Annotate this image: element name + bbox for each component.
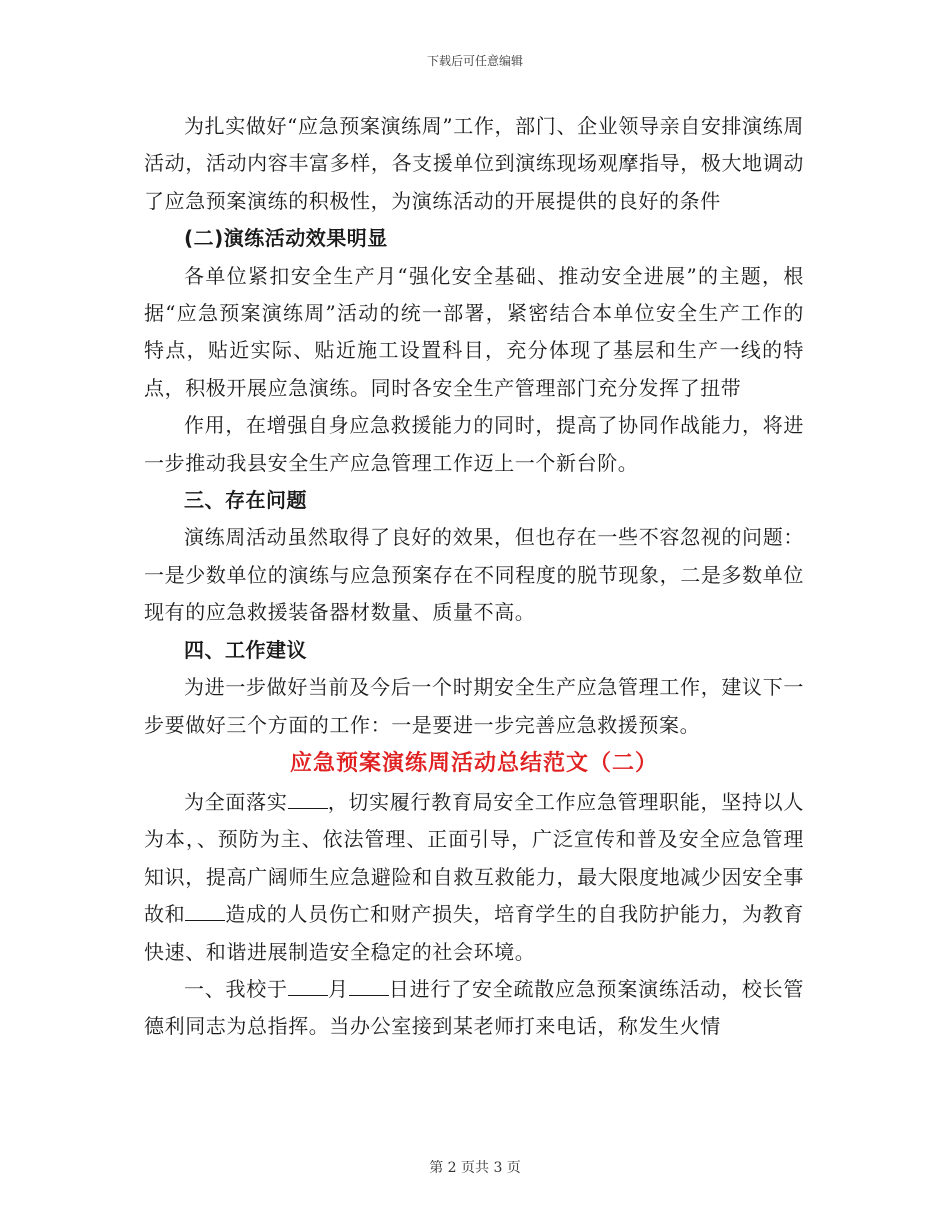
paragraph-6-part-c: 造成的人员伤亡和财产损失，培育学生的自我防护能力，为教育快速、和谐进展制造安全稳定的社会环境。 bbox=[144, 902, 804, 964]
article-title: 应急预案演练周活动总结范文（二） bbox=[289, 750, 658, 776]
section-heading-4: 四、工作建议 bbox=[184, 637, 307, 662]
paragraph-3: 作用，在增强自身应急救援能力的同时，提高了协同作战能力，将进一步推动我县安全生产应急管理工作迈上一个新台阶。 bbox=[144, 413, 804, 475]
paragraph-7-part-a: 一、我校于 bbox=[184, 976, 288, 1001]
paragraph-4: 演练周活动虽然取得了良好的效果，但也存在一些不容忽视的问题：一是少数单位的演练与应急预案存在不同程度的脱节现象，二是多数单位现有的应急救援装备器材数量、质量不高。 bbox=[144, 525, 804, 625]
paragraph-5: 为进一步做好当前及今后一个时期安全生产应急管理工作，建议下一步要做好三个方面的工作：一是要进一步完善应急救援预案。 bbox=[144, 675, 804, 737]
section-heading-3: 三、存在问题 bbox=[184, 488, 307, 513]
paragraph-7 bbox=[144, 971, 804, 1046]
paragraph-7-part-c: 日进行了安全疏散应急预案演练活动，校长管德利同志为总指挥。当办公室接到某老师打来电话，称发生火情 bbox=[144, 976, 805, 1039]
paragraph-1: 为扎实做好“应急预案演练周”工作，部门、企业领导亲自安排演练周活动，活动内容丰富多样，各支援单位到演练现场观摩指导，极大地调动了应急预案演练的积极性，为演练活动的开展提供的良好的条件 bbox=[144, 114, 804, 213]
paragraph-6-part-a: 为全面落实 bbox=[184, 789, 288, 814]
fill-blank bbox=[185, 920, 225, 921]
paragraph-6-part-b: ，切实履行教育局安全工作应急管理职能，坚持以人为本，、预防为主、依法管理、正面引导，广泛宣传和普及安全应急管理知识，提高广阔师生应急避险和自救互救能力，最大限度地减少因安全事故和 bbox=[144, 789, 804, 927]
fill-blank bbox=[288, 995, 328, 996]
section-heading-2: (二)演练活动效果明显 bbox=[184, 226, 388, 251]
document-body bbox=[144, 108, 804, 1046]
paragraph-7-part-b: 月 bbox=[327, 976, 349, 1001]
fill-blank bbox=[288, 808, 328, 809]
paragraph-2: 各单位紧扣安全生产月“强化安全基础、推动安全进展”的主题，根据“应急预案演练周”活动的统一部署，紧密结合本单位安全生产工作的特点，贴近实际、贴近施工设置科目，充分体现了基层和生产一线的特点，积极开展应急演练。同时各安全生产管理部门充分发挥了扭带 bbox=[144, 263, 804, 400]
fill-blank bbox=[349, 995, 389, 996]
page-footer: 第 2 页共 3 页 bbox=[429, 1160, 521, 1176]
page-header: 下载后可任意编辑 bbox=[426, 54, 523, 68]
paragraph-6 bbox=[144, 784, 804, 971]
